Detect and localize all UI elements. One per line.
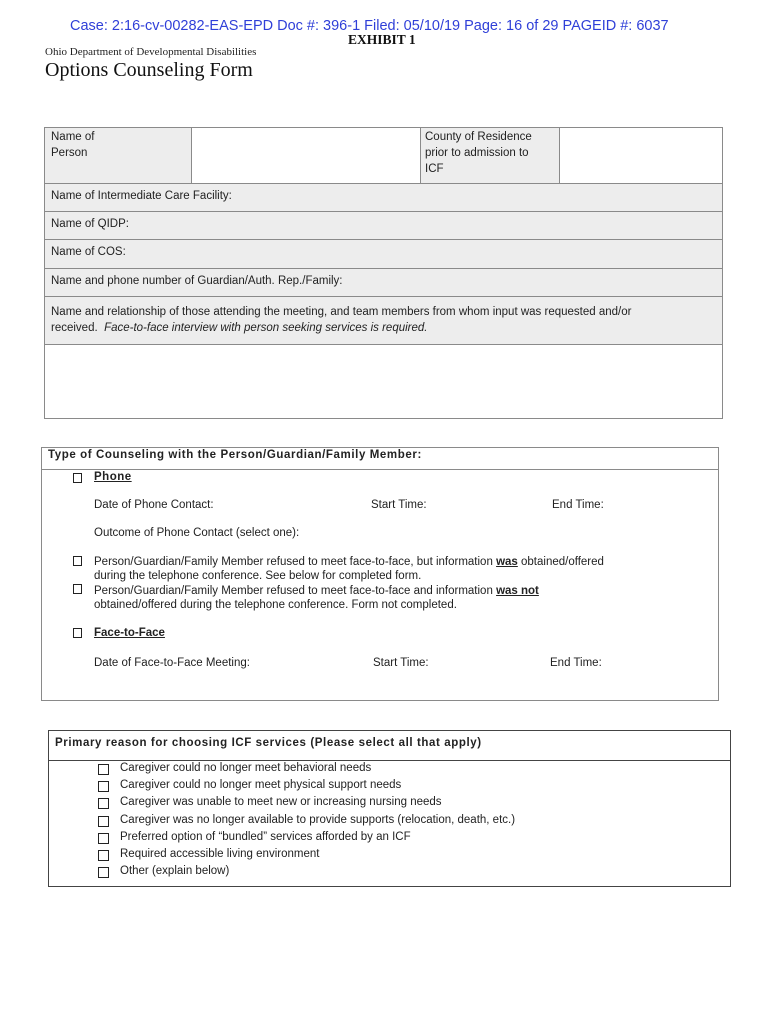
qidp-row[interactable] <box>45 212 722 239</box>
outcome-option-2-text: Person/Guardian/Family Member refused to meet face-to-face and information was not obtained/offered during the telephone conference. Form not completed. <box>94 585 539 611</box>
attending-input-area[interactable] <box>45 345 722 418</box>
attending-label: Name and relationship of those attending the meeting, and team members from whom input was requested and/or received. Face-to-face interview with person seeking services is required. <box>51 306 632 334</box>
reason-label-7: Other (explain below) <box>120 865 230 877</box>
county-input[interactable] <box>560 128 722 183</box>
cos-row[interactable] <box>45 240 722 268</box>
qidp-label: Name of QIDP: <box>51 218 129 230</box>
reason-label-2: Caregiver could no longer meet physical support needs <box>120 779 402 791</box>
phone-checkbox[interactable] <box>73 473 82 483</box>
phone-date-label: Date of Phone Contact: <box>94 499 214 511</box>
reason-label-3: Caregiver was unable to meet new or increasing nursing needs <box>120 796 442 808</box>
reason-checkbox-5[interactable] <box>98 833 109 844</box>
face-to-face-checkbox[interactable] <box>73 628 82 638</box>
reason-checkbox-4[interactable] <box>98 816 109 827</box>
reason-label-1: Caregiver could no longer meet behavioral needs <box>120 762 372 774</box>
department-name: Ohio Department of Developmental Disabilities <box>45 46 257 58</box>
reason-checkbox-6[interactable] <box>98 850 109 861</box>
case-header: Case: 2:16-cv-00282-EAS-EPD Doc #: 396-1 Filed: 05/10/19 Page: 16 of 29 PAGEID #: 6037 <box>70 18 669 34</box>
reason-checkbox-7[interactable] <box>98 867 109 878</box>
icf-label: Name of Intermediate Care Facility: <box>51 190 232 202</box>
cos-label: Name of COS: <box>51 246 126 258</box>
county-label: County of Residence prior to admission to ICF <box>425 131 532 175</box>
reasons-heading: Primary reason for choosing ICF services (Please select all that apply) <box>55 737 482 749</box>
phone-end-time-label: End Time: <box>552 499 604 511</box>
phone-start-time-label: Start Time: <box>371 499 427 511</box>
reasons-section <box>48 730 731 887</box>
form-title: Options Counseling Form <box>45 59 253 81</box>
phone-label: Phone <box>94 471 132 483</box>
exhibit-label: EXHIBIT 1 <box>348 32 416 47</box>
reason-label-4: Caregiver was no longer available to provide supports (relocation, death, etc.) <box>120 814 516 826</box>
name-of-person-label: Name of Person <box>51 131 95 159</box>
outcome-option-2-checkbox[interactable] <box>73 584 82 594</box>
f2f-end-time-label: End Time: <box>550 657 602 669</box>
outcome-option-1-checkbox[interactable] <box>73 556 82 566</box>
reason-checkbox-3[interactable] <box>98 798 109 809</box>
counseling-heading: Type of Counseling with the Person/Guardian/Family Member: <box>48 449 422 461</box>
f2f-date-label: Date of Face-to-Face Meeting: <box>94 657 250 669</box>
reason-checkbox-2[interactable] <box>98 781 109 792</box>
reason-checkbox-1[interactable] <box>98 764 109 775</box>
reason-label-5: Preferred option of “bundled” services afforded by an ICF <box>120 831 411 843</box>
outcome-label: Outcome of Phone Contact (select one): <box>94 527 300 539</box>
guardian-label: Name and phone number of Guardian/Auth. Rep./Family: <box>51 275 343 287</box>
name-of-person-input[interactable] <box>192 128 422 183</box>
face-to-face-label: Face-to-Face <box>94 627 165 639</box>
f2f-start-time-label: Start Time: <box>373 657 429 669</box>
outcome-option-1-text: Person/Guardian/Family Member refused to meet face-to-face, but information was obtained/offered during the telephone conference. See below for completed form. <box>94 556 604 582</box>
reason-label-6: Required accessible living environment <box>120 848 320 860</box>
